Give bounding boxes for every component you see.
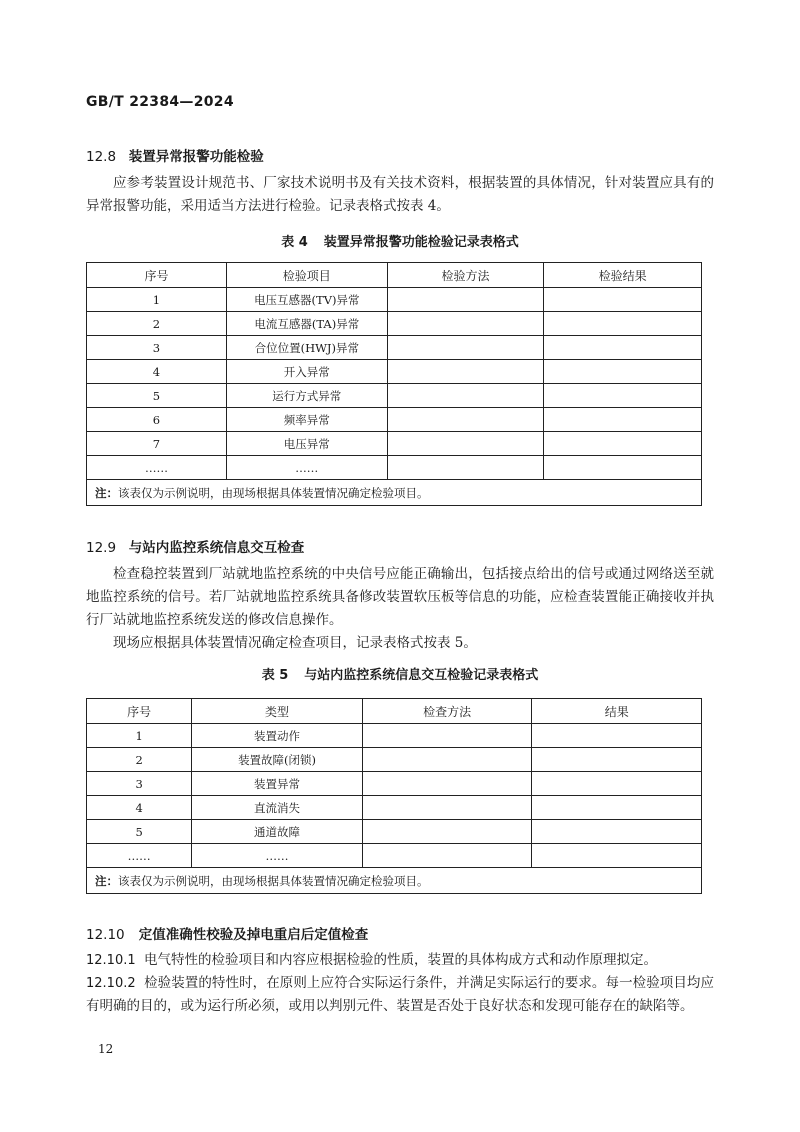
table-cell: 装置动作	[192, 724, 363, 748]
table-cell	[544, 384, 702, 408]
table-note-row	[87, 868, 702, 894]
table-cell	[362, 772, 532, 796]
table-cell	[387, 312, 544, 336]
table-cell	[387, 384, 544, 408]
table-cell: 电流互感器(TA)异常	[226, 312, 387, 336]
note-text: 该表仅为示例说明，由现场根据具体装置情况确定检验项目。	[118, 485, 429, 500]
table-row	[87, 844, 702, 868]
table-cell: 开入异常	[226, 360, 387, 384]
table-header-row	[87, 263, 702, 288]
table-label: 表 4	[281, 235, 308, 250]
table-header-row	[87, 699, 702, 724]
table-row	[87, 408, 702, 432]
section-12-8-heading	[86, 145, 264, 165]
section-title: 与站内监控系统信息交互检查	[128, 540, 305, 556]
table-cell: 2	[87, 312, 227, 336]
table-cell	[362, 844, 532, 868]
table-row	[87, 796, 702, 820]
table-cell	[532, 772, 702, 796]
table-cell: 通道故障	[192, 820, 363, 844]
column-header: 结果	[532, 699, 702, 724]
table-cell	[544, 360, 702, 384]
section-number: 12.10	[86, 927, 125, 943]
table-cell	[544, 456, 702, 480]
section-12-8-paragraph: 应参考装置设计规范书、厂家技术说明书及有关技术资料，根据装置的具体情况，针对装置应具有的异常报警功能，采用适当方法进行检验。记录表格式按表 4。	[86, 175, 714, 214]
table-cell	[532, 724, 702, 748]
table-row	[87, 336, 702, 360]
table-cell: 频率异常	[226, 408, 387, 432]
table-cell	[387, 456, 544, 480]
table-cell: 6	[87, 408, 227, 432]
note-label: 注：	[95, 485, 118, 500]
table-title: 装置异常报警功能检验记录表格式	[323, 235, 519, 250]
table-cell: 3	[87, 772, 192, 796]
table-cell	[362, 748, 532, 772]
section-number: 12.9	[86, 540, 117, 556]
table-note	[87, 480, 702, 506]
table-cell	[544, 432, 702, 456]
section-12-9-heading	[86, 536, 304, 556]
table-cell: 4	[87, 796, 192, 820]
table-cell	[362, 796, 532, 820]
column-header: 检查方法	[362, 699, 532, 724]
note-text: 该表仅为示例说明，由现场根据具体装置情况确定检验项目。	[118, 873, 429, 888]
table-row	[87, 360, 702, 384]
table-cell: 2	[87, 748, 192, 772]
table-cell: 运行方式异常	[226, 384, 387, 408]
table-title: 与站内监控系统信息交互检验记录表格式	[304, 668, 539, 683]
table-5	[86, 698, 702, 894]
clause-12-10-1	[86, 949, 714, 972]
table-cell	[532, 844, 702, 868]
table-cell	[532, 796, 702, 820]
table-5-caption	[0, 664, 800, 683]
table-cell	[362, 820, 532, 844]
section-title: 装置异常报警功能检验	[128, 149, 264, 165]
table-cell: 7	[87, 432, 227, 456]
table-cell: 1	[87, 724, 192, 748]
table-cell	[544, 408, 702, 432]
section-12-9-paragraph-1: 检查稳控装置到厂站就地监控系统的中央信号应能正确输出，包括接点给出的信号或通过网络送至就地监控系统的信号。若厂站就地监控系统具备修改装置软压板等信息的功能，应检查装置能正确接收并执行厂站就地监控系统发送的修改信息操作。	[86, 566, 714, 628]
table-cell: 直流消失	[192, 796, 363, 820]
table-cell: 电压互感器(TV)异常	[226, 288, 387, 312]
table-row	[87, 312, 702, 336]
table-row	[87, 288, 702, 312]
table-row	[87, 748, 702, 772]
table-cell: 装置故障(闭锁)	[192, 748, 363, 772]
table-cell: 1	[87, 288, 227, 312]
section-title: 定值准确性校验及掉电重启后定值检查	[138, 927, 369, 943]
table-cell: ……	[87, 844, 192, 868]
section-number: 12.8	[86, 149, 117, 165]
table-cell	[544, 336, 702, 360]
table-cell	[387, 336, 544, 360]
table-row	[87, 820, 702, 844]
column-header: 序号	[87, 699, 192, 724]
table-cell	[387, 288, 544, 312]
table-4-caption	[0, 231, 800, 250]
section-12-10-heading	[86, 923, 368, 943]
table-cell: ……	[87, 456, 227, 480]
table-4	[86, 262, 702, 506]
clause-text: 检验装置的特性时，在原则上应符合实际运行条件，并满足实际运行的要求。每一检验项目均应有明确的目的，或为运行所必须，或用以判别元件、装置是否处于良好状态和发现可能存在的缺陷等。	[86, 975, 714, 1014]
table-cell: 3	[87, 336, 227, 360]
table-row	[87, 432, 702, 456]
table-cell	[362, 724, 532, 748]
table-cell	[544, 312, 702, 336]
column-header: 类型	[192, 699, 363, 724]
table-cell	[544, 288, 702, 312]
clause-number: 12.10.1	[86, 953, 136, 968]
table-cell	[532, 820, 702, 844]
column-header: 检验项目	[226, 263, 387, 288]
standard-code: GB/T 22384—2024	[86, 94, 234, 110]
page-number: 12	[98, 1042, 114, 1056]
clause-number: 12.10.2	[86, 976, 136, 991]
column-header: 序号	[87, 263, 227, 288]
table-cell: ……	[226, 456, 387, 480]
table-row	[87, 772, 702, 796]
table-cell: 装置异常	[192, 772, 363, 796]
table-note-row	[87, 480, 702, 506]
table-cell	[532, 748, 702, 772]
table-cell: 电压异常	[226, 432, 387, 456]
table-label: 表 5	[261, 668, 289, 683]
table-cell: ……	[192, 844, 363, 868]
table-note	[87, 868, 702, 894]
table-cell	[387, 360, 544, 384]
table-cell: 5	[87, 384, 227, 408]
table-row	[87, 384, 702, 408]
table-row	[87, 724, 702, 748]
table-cell	[387, 432, 544, 456]
table-cell	[387, 408, 544, 432]
section-12-9-paragraph-2: 现场应根据具体装置情况确定检查项目，记录表格式按表 5。	[113, 635, 477, 651]
table-cell: 合位位置(HWJ)异常	[226, 336, 387, 360]
column-header: 检验方法	[387, 263, 544, 288]
note-label: 注：	[95, 873, 118, 888]
clause-12-10-2	[86, 972, 714, 1018]
clause-text: 电气特性的检验项目和内容应根据检验的性质，装置的具体构成方式和动作原理拟定。	[144, 952, 657, 968]
table-cell: 5	[87, 820, 192, 844]
table-row	[87, 456, 702, 480]
column-header: 检验结果	[544, 263, 702, 288]
table-cell: 4	[87, 360, 227, 384]
